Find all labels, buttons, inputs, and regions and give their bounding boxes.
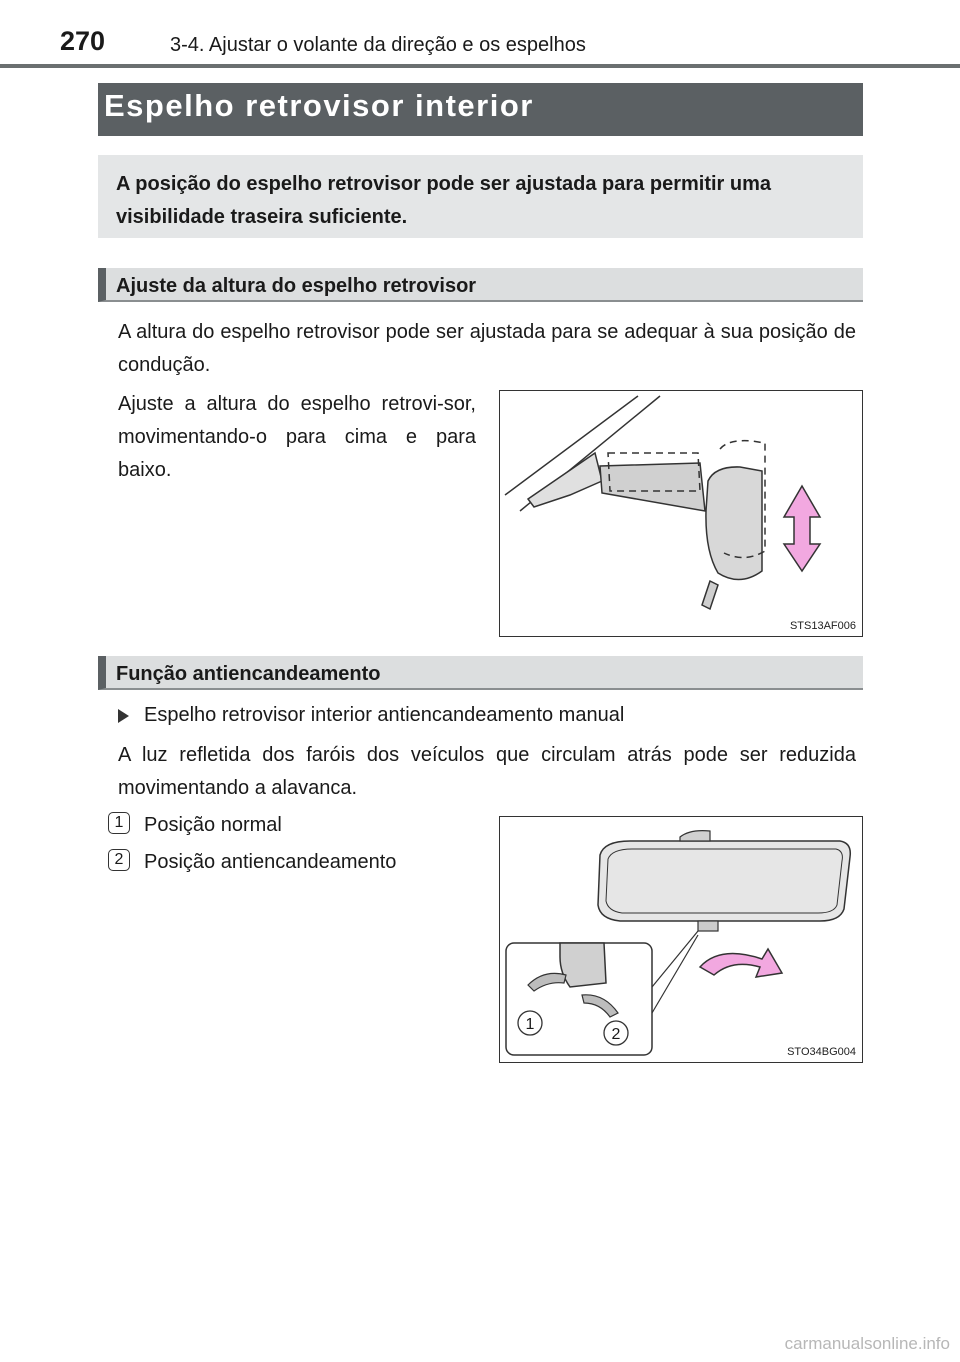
figure-label-2: 2: [611, 1026, 621, 1043]
section-title-antiglare: Função antiencandeamento: [116, 663, 381, 685]
item-label-antiglare: Posição antiencandeamento: [144, 851, 397, 873]
figure-code: STO34BG004: [787, 1046, 856, 1058]
chapter-title: 3-4. Ajustar o volante da direção e os espelhos: [170, 34, 586, 56]
page-number: 270: [60, 26, 106, 56]
page-title: Espelho retrovisor interior: [104, 88, 534, 123]
figure-mirror-height: [499, 390, 863, 637]
item-number-2: 2: [108, 849, 130, 871]
item-number-1: 1: [108, 812, 130, 834]
height-adjust-instruction: Ajuste a altura do espelho retrovi-sor, movimentando-o para cima e para baixo.: [118, 393, 476, 481]
mirror-height-illustration: [500, 391, 861, 635]
height-adjust-paragraph: A altura do espelho retrovisor pode ser ajustada para se adequar à sua posição de condução.: [118, 321, 856, 376]
bullet-text: Espelho retrovisor interior antiencandeamento manual: [144, 704, 625, 726]
antiglare-paragraph: A luz refletida dos faróis dos veículos que circulam atrás pode ser reduzida movimentando a alavanca.: [118, 744, 856, 799]
intro-text: A posição do espelho retrovisor pode ser ajustada para permitir uma visibilidade traseira suficiente.: [116, 173, 771, 228]
figure-code: STS13AF006: [789, 620, 856, 632]
section-title-height: Ajuste da altura do espelho retrovisor: [116, 275, 477, 297]
figure-antiglare: [499, 816, 863, 1063]
figure-label-1: 1: [525, 1016, 535, 1033]
bullet-arrow-icon: [118, 709, 129, 723]
watermark: carmanualsonline.info: [784, 1334, 950, 1353]
header-divider: [0, 64, 960, 68]
item-label-normal: Posição normal: [144, 814, 282, 836]
antiglare-illustration: [500, 817, 861, 1061]
